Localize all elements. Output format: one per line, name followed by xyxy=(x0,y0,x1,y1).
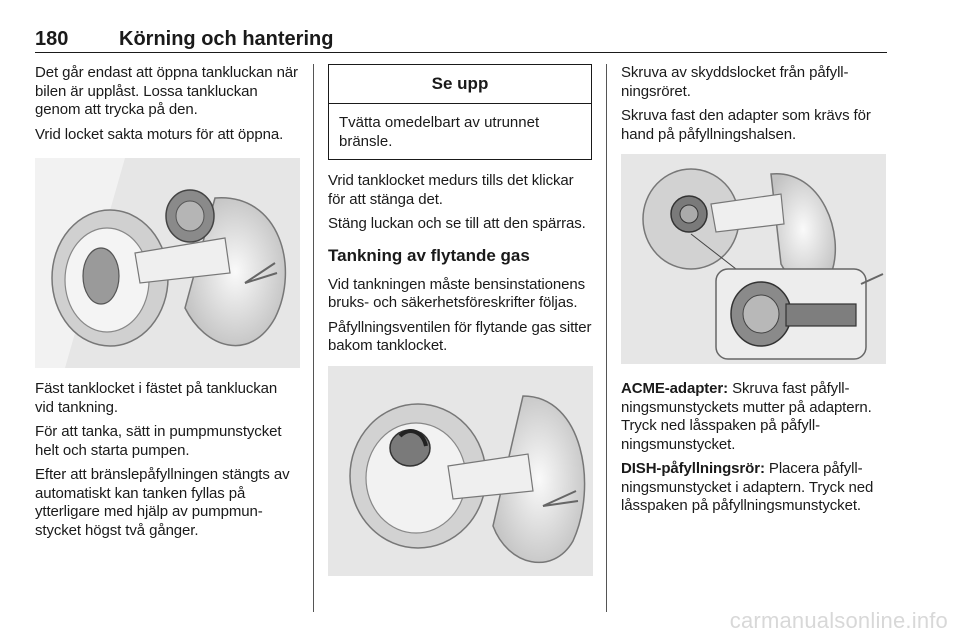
paragraph: För att tanka, sätt in pumpmunstycket helt och starta pumpen. xyxy=(35,423,282,459)
page-header xyxy=(35,26,887,53)
column-divider xyxy=(606,64,607,612)
paragraph: Vrid tanklocket medurs tills det klickar för att stänga det. xyxy=(328,172,574,208)
column-3 xyxy=(621,64,887,522)
acme-text: Skruva fast påfyllningsmunstyckets mutter på adaptern. Tryck ned låsspaken på påfyllningsmunstycket. xyxy=(621,380,872,453)
acme-label: ACME-adapter: xyxy=(621,380,729,397)
paragraph: Efter att bränslepåfyllningen stängts av automatiskt kan tanken fyllas på ytterligare med hjälp av pumpmunstycket högst två gånger. xyxy=(35,466,290,539)
dish-label: DISH-påfyllningsrör: xyxy=(621,460,765,477)
section-heading: Tankning av flytande gas xyxy=(328,245,530,265)
paragraph: Vid tankningen måste bensinstationens bruks- och säkerhetsföreskrifter följas. xyxy=(328,275,586,311)
caution-box xyxy=(328,64,592,160)
paragraph: Det går endast att öppna tankluckan när bilen är upplåst. Lossa tankluckan genom att trycka på den. xyxy=(35,64,298,118)
paragraph: Vrid locket sakta moturs för att öppna. xyxy=(35,125,284,143)
page-number: 180 xyxy=(35,28,69,50)
dish-paragraph xyxy=(621,460,887,516)
lpg-valve-illustration xyxy=(328,366,593,576)
adapter-illustration xyxy=(621,154,886,364)
dish-text: Placera påfyllningsmunstycket i adaptern. Tryck ned låsspaken på påfyllningsmunstycket. xyxy=(621,460,874,514)
column-1 xyxy=(35,64,300,546)
paragraph: Skruva av skyddslocket från påfyllningsröret. xyxy=(621,64,849,100)
paragraph: Stäng luckan och se till att den spärras. xyxy=(328,215,586,232)
caution-text: Tvätta omedelbart av utrunnet bränsle. xyxy=(339,114,540,150)
watermark: carmanualsonline.info xyxy=(729,608,948,633)
paragraph: Fäst tanklocket i fästet på tankluckan vid tankning. xyxy=(35,380,278,416)
paragraph: Påfyllningsventilen för flytande gas sitter bakom tanklocket. xyxy=(328,318,592,354)
column-divider xyxy=(313,64,314,612)
chapter-title: Körning och hantering xyxy=(119,28,334,50)
fuel-cap-illustration xyxy=(35,158,300,368)
paragraph: Skruva fast den adapter som krävs för hand på påfyllningshalsen. xyxy=(621,107,871,143)
caution-title: Se upp xyxy=(329,65,591,104)
column-2 xyxy=(328,64,593,576)
acme-paragraph xyxy=(621,380,887,454)
